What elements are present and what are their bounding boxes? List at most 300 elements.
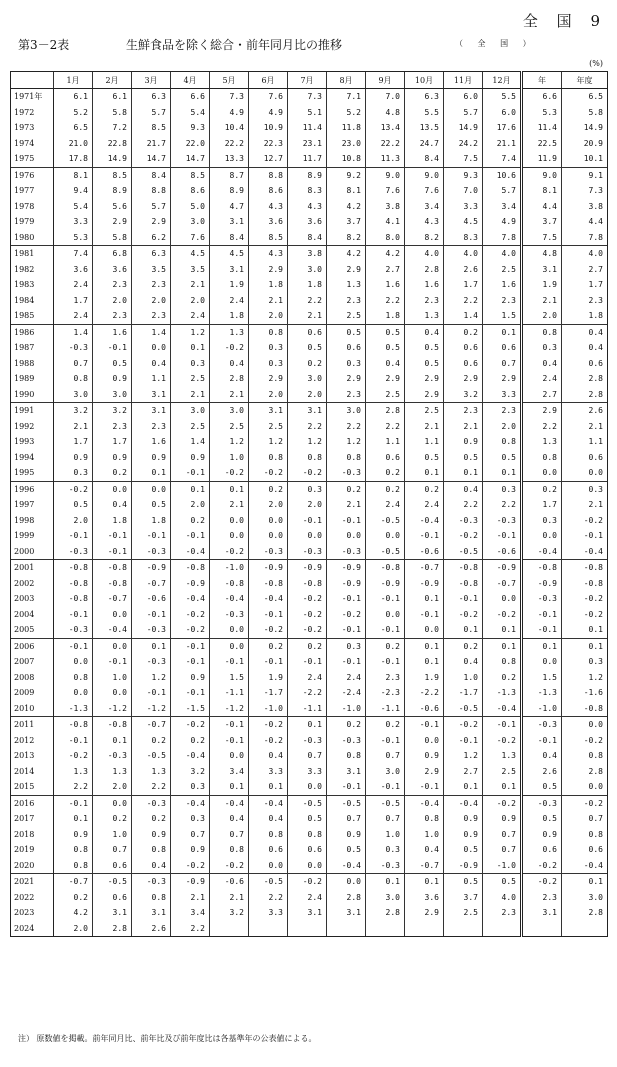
month-value-cell: 0.5 bbox=[93, 356, 132, 372]
month-value-cell: 1.6 bbox=[483, 277, 522, 293]
month-value-cell: 2.3 bbox=[483, 293, 522, 309]
month-value-cell: 2.5 bbox=[249, 419, 288, 435]
month-value-cell: 0.6 bbox=[288, 324, 327, 340]
month-value-cell: 7.8 bbox=[483, 230, 522, 246]
fiscal-year-value-cell: 0.0 bbox=[562, 717, 608, 733]
fiscal-year-value-cell: 4.4 bbox=[562, 214, 608, 230]
month-value-cell: 2.0 bbox=[288, 497, 327, 513]
month-value-cell: 3.3 bbox=[444, 199, 483, 215]
year-cell: 2011 bbox=[11, 717, 54, 733]
month-value-cell: -0.2 bbox=[210, 544, 249, 560]
footnote: 注） 原数値を掲載。前年同月比、前年比及び前年度比は各基準年の公表値による。 bbox=[18, 1034, 317, 1043]
month-value-cell: 13.3 bbox=[210, 151, 249, 167]
annual-value-cell: 2.9 bbox=[522, 403, 562, 419]
month-value-cell: -0.6 bbox=[210, 874, 249, 890]
month-value-cell: -1.0 bbox=[249, 701, 288, 717]
month-value-cell: 0.5 bbox=[444, 874, 483, 890]
month-value-cell: -0.1 bbox=[483, 528, 522, 544]
month-value-cell: -0.2 bbox=[288, 465, 327, 481]
month-value-cell: 3.3 bbox=[249, 905, 288, 921]
month-value-cell: 0.5 bbox=[405, 356, 444, 372]
month-value-cell: 4.0 bbox=[405, 246, 444, 262]
month-value-cell: 2.7 bbox=[444, 764, 483, 780]
year-cell: 1977 bbox=[11, 183, 54, 199]
year-cell: 2015 bbox=[11, 779, 54, 795]
month-value-cell: 5.7 bbox=[132, 105, 171, 121]
annual-value-cell: 3.7 bbox=[522, 214, 562, 230]
month-value-cell: 1.3 bbox=[405, 308, 444, 324]
year-cell: 2012 bbox=[11, 733, 54, 749]
month-value-cell: 7.4 bbox=[483, 151, 522, 167]
month-value-cell: 0.9 bbox=[171, 450, 210, 466]
month-value-cell: 6.0 bbox=[483, 105, 522, 121]
month-value-cell: -0.9 bbox=[171, 576, 210, 592]
fiscal-year-value-cell: -0.4 bbox=[562, 544, 608, 560]
month-value-cell: -0.2 bbox=[288, 874, 327, 890]
month-value-cell: 9.0 bbox=[366, 167, 405, 183]
month-value-cell: 0.5 bbox=[405, 340, 444, 356]
annual-value-cell: -0.1 bbox=[522, 622, 562, 638]
month-value-cell: 2.3 bbox=[93, 277, 132, 293]
fiscal-year-value-cell: -0.8 bbox=[562, 701, 608, 717]
month-value-cell: 8.9 bbox=[93, 183, 132, 199]
annual-value-cell: 11.9 bbox=[522, 151, 562, 167]
month-value-cell: 3.7 bbox=[444, 890, 483, 906]
month-value-cell: -0.1 bbox=[327, 513, 366, 529]
month-value-cell: -2.3 bbox=[366, 685, 405, 701]
month-value-cell: -0.5 bbox=[288, 795, 327, 811]
fiscal-year-value-cell: 2.3 bbox=[562, 293, 608, 309]
month-value-cell: -0.2 bbox=[444, 717, 483, 733]
month-value-cell: 0.4 bbox=[444, 481, 483, 497]
annual-value-cell: 8.1 bbox=[522, 183, 562, 199]
month-value-cell: 1.8 bbox=[132, 513, 171, 529]
month-value-cell: 2.3 bbox=[405, 293, 444, 309]
month-value-cell: 1.2 bbox=[327, 434, 366, 450]
month-value-cell: 7.6 bbox=[405, 183, 444, 199]
annual-value-cell: 2.7 bbox=[522, 387, 562, 403]
month-value-cell: 0.2 bbox=[366, 465, 405, 481]
annual-value-cell: 3.1 bbox=[522, 905, 562, 921]
month-value-cell: -0.8 bbox=[93, 576, 132, 592]
month-value-cell: 4.5 bbox=[444, 214, 483, 230]
month-value-cell: 0.3 bbox=[54, 465, 93, 481]
year-cell: 1978 bbox=[11, 199, 54, 215]
month-value-cell: -0.1 bbox=[366, 591, 405, 607]
fiscal-year-value-cell: 4.0 bbox=[562, 246, 608, 262]
month-value-cell: -1.5 bbox=[171, 701, 210, 717]
annual-value-cell: 0.8 bbox=[522, 450, 562, 466]
fiscal-year-value-cell: 2.6 bbox=[562, 403, 608, 419]
annual-value-cell: 2.6 bbox=[522, 764, 562, 780]
month-value-cell: -0.3 bbox=[132, 544, 171, 560]
month-value-cell: 0.2 bbox=[54, 890, 93, 906]
month-value-cell: -0.2 bbox=[171, 717, 210, 733]
month-value-cell: -0.8 bbox=[54, 576, 93, 592]
month-value-cell: 0.0 bbox=[93, 638, 132, 654]
month-value-cell: 2.1 bbox=[171, 890, 210, 906]
year-cell: 1975 bbox=[11, 151, 54, 167]
month-value-cell: 0.6 bbox=[327, 340, 366, 356]
month-value-cell: 0.8 bbox=[483, 654, 522, 670]
month-value-cell: 0.1 bbox=[405, 654, 444, 670]
month-value-cell: 1.2 bbox=[444, 748, 483, 764]
region-label: 全 国 9 bbox=[522, 12, 607, 30]
annual-value-cell: 0.0 bbox=[522, 465, 562, 481]
annual-value-cell: -0.9 bbox=[522, 576, 562, 592]
fiscal-year-value-cell: 0.8 bbox=[562, 748, 608, 764]
month-value-cell: 2.8 bbox=[405, 262, 444, 278]
fiscal-year-value-cell: -0.4 bbox=[562, 858, 608, 874]
inflation-table bbox=[10, 71, 608, 937]
month-value-cell: 1.3 bbox=[483, 748, 522, 764]
year-cell: 2024 bbox=[11, 921, 54, 937]
month-value-cell: -0.3 bbox=[54, 340, 93, 356]
month-value-cell: 8.5 bbox=[132, 120, 171, 136]
month-value-cell: 17.6 bbox=[483, 120, 522, 136]
fiscal-year-value-cell: 0.6 bbox=[562, 356, 608, 372]
year-cell: 2019 bbox=[11, 842, 54, 858]
table-number: 第3－2表 bbox=[18, 38, 70, 52]
month-value-cell: 3.1 bbox=[93, 905, 132, 921]
month-value-cell: 22.2 bbox=[366, 136, 405, 152]
month-value-cell: 6.1 bbox=[93, 89, 132, 105]
month-value-cell: -0.1 bbox=[171, 528, 210, 544]
year-cell: 2014 bbox=[11, 764, 54, 780]
month-value-cell: 8.8 bbox=[249, 167, 288, 183]
month-value-cell: 5.6 bbox=[93, 199, 132, 215]
month-value-cell: 21.7 bbox=[132, 136, 171, 152]
month-value-cell: 0.4 bbox=[132, 858, 171, 874]
year-cell: 1979 bbox=[11, 214, 54, 230]
table-row bbox=[11, 465, 608, 481]
month-value-cell: 3.3 bbox=[249, 764, 288, 780]
month-value-cell: 7.0 bbox=[366, 89, 405, 105]
month-value-cell: -0.1 bbox=[54, 607, 93, 623]
table-row bbox=[11, 214, 608, 230]
month-value-cell: 9.2 bbox=[327, 167, 366, 183]
month-value-cell: -0.2 bbox=[444, 528, 483, 544]
month-value-cell: 1.7 bbox=[93, 434, 132, 450]
month-value-cell: 0.2 bbox=[366, 717, 405, 733]
month-value-cell: 2.1 bbox=[210, 890, 249, 906]
month-value-cell: 0.5 bbox=[327, 842, 366, 858]
month-value-cell: 8.4 bbox=[132, 167, 171, 183]
month-value-cell: 0.8 bbox=[288, 450, 327, 466]
month-value-cell: 4.7 bbox=[210, 199, 249, 215]
month-value-cell: 0.4 bbox=[366, 356, 405, 372]
month-value-cell: 2.0 bbox=[93, 779, 132, 795]
annual-value-cell: 4.4 bbox=[522, 199, 562, 215]
month-value-cell: 3.6 bbox=[54, 262, 93, 278]
month-value-cell: -2.4 bbox=[327, 685, 366, 701]
month-value-cell: 2.3 bbox=[444, 403, 483, 419]
month-value-cell: 2.5 bbox=[483, 262, 522, 278]
month-value-cell: -0.1 bbox=[288, 654, 327, 670]
table-row bbox=[11, 858, 608, 874]
month-value-cell: 5.3 bbox=[54, 230, 93, 246]
month-value-cell: 0.7 bbox=[366, 748, 405, 764]
month-value-cell: 1.1 bbox=[405, 434, 444, 450]
month-value-cell: 8.5 bbox=[171, 167, 210, 183]
month-value-cell: 11.7 bbox=[288, 151, 327, 167]
month-value-cell: -0.7 bbox=[132, 717, 171, 733]
month-value-cell: 5.4 bbox=[171, 105, 210, 121]
header-month-01: 1月 bbox=[54, 72, 93, 89]
month-value-cell: 2.8 bbox=[327, 890, 366, 906]
month-value-cell: 0.1 bbox=[93, 733, 132, 749]
table-row bbox=[11, 419, 608, 435]
month-value-cell: 8.6 bbox=[249, 183, 288, 199]
table-row bbox=[11, 230, 608, 246]
month-value-cell: -2.2 bbox=[405, 685, 444, 701]
month-value-cell: -0.1 bbox=[444, 591, 483, 607]
month-value-cell: 1.6 bbox=[405, 277, 444, 293]
month-value-cell: 0.2 bbox=[444, 324, 483, 340]
month-value-cell: -0.6 bbox=[405, 544, 444, 560]
month-value-cell: -0.4 bbox=[249, 591, 288, 607]
year-cell: 1981 bbox=[11, 246, 54, 262]
month-value-cell: 6.5 bbox=[54, 120, 93, 136]
month-value-cell: 2.9 bbox=[249, 262, 288, 278]
table-row bbox=[11, 434, 608, 450]
month-value-cell: 0.1 bbox=[405, 874, 444, 890]
annual-value-cell: 2.3 bbox=[522, 890, 562, 906]
month-value-cell: 1.3 bbox=[93, 764, 132, 780]
year-cell: 2018 bbox=[11, 827, 54, 843]
month-value-cell: 7.6 bbox=[366, 183, 405, 199]
month-value-cell: 9.0 bbox=[405, 167, 444, 183]
month-value-cell: 0.9 bbox=[54, 827, 93, 843]
header-month-03: 3月 bbox=[132, 72, 171, 89]
month-value-cell: -0.1 bbox=[405, 779, 444, 795]
month-value-cell: 7.5 bbox=[444, 151, 483, 167]
month-value-cell: 5.1 bbox=[288, 105, 327, 121]
month-value-cell: 8.5 bbox=[249, 230, 288, 246]
month-value-cell: 7.2 bbox=[93, 120, 132, 136]
month-value-cell: -0.3 bbox=[327, 544, 366, 560]
month-value-cell: 14.9 bbox=[93, 151, 132, 167]
month-value-cell: 0.1 bbox=[132, 638, 171, 654]
month-value-cell: 3.7 bbox=[327, 214, 366, 230]
month-value-cell: -0.8 bbox=[288, 576, 327, 592]
month-value-cell: -0.8 bbox=[93, 560, 132, 576]
month-value-cell: 2.0 bbox=[171, 497, 210, 513]
fiscal-year-value-cell: 0.6 bbox=[562, 450, 608, 466]
month-value-cell: 1.9 bbox=[249, 670, 288, 686]
month-value-cell: -0.9 bbox=[288, 560, 327, 576]
month-value-cell: 0.1 bbox=[405, 465, 444, 481]
month-value-cell: 1.3 bbox=[132, 764, 171, 780]
table-row bbox=[11, 576, 608, 592]
table-row bbox=[11, 921, 608, 937]
fiscal-year-value-cell: 3.0 bbox=[562, 890, 608, 906]
month-value-cell: 8.0 bbox=[366, 230, 405, 246]
month-value-cell: 8.6 bbox=[171, 183, 210, 199]
month-value-cell: -0.1 bbox=[171, 654, 210, 670]
scope-label: （ 全 国 ） bbox=[455, 39, 537, 48]
month-value-cell: 5.4 bbox=[54, 199, 93, 215]
month-value-cell: 3.0 bbox=[171, 214, 210, 230]
month-value-cell: 0.4 bbox=[93, 497, 132, 513]
month-value-cell: -0.8 bbox=[249, 576, 288, 592]
table-row bbox=[11, 167, 608, 183]
month-value-cell: 4.0 bbox=[483, 890, 522, 906]
header-month-05: 5月 bbox=[210, 72, 249, 89]
month-value-cell: 0.1 bbox=[210, 481, 249, 497]
month-value-cell bbox=[405, 921, 444, 937]
month-value-cell: -0.3 bbox=[327, 465, 366, 481]
month-value-cell: 2.3 bbox=[366, 670, 405, 686]
table-row bbox=[11, 89, 608, 105]
annual-value-cell: -0.3 bbox=[522, 717, 562, 733]
month-value-cell: 7.0 bbox=[444, 183, 483, 199]
month-value-cell: 1.5 bbox=[210, 670, 249, 686]
month-value-cell: 0.0 bbox=[405, 733, 444, 749]
month-value-cell: 0.8 bbox=[210, 842, 249, 858]
month-value-cell: 8.2 bbox=[405, 230, 444, 246]
month-value-cell: 0.1 bbox=[405, 638, 444, 654]
month-value-cell: 6.3 bbox=[132, 89, 171, 105]
month-value-cell: -0.3 bbox=[132, 622, 171, 638]
month-value-cell: 3.6 bbox=[405, 890, 444, 906]
annual-value-cell: -0.4 bbox=[522, 544, 562, 560]
month-value-cell: 5.2 bbox=[54, 105, 93, 121]
month-value-cell: -0.1 bbox=[327, 591, 366, 607]
month-value-cell: 2.4 bbox=[171, 308, 210, 324]
fiscal-year-value-cell: 20.9 bbox=[562, 136, 608, 152]
month-value-cell: -0.2 bbox=[210, 340, 249, 356]
month-value-cell: -0.2 bbox=[249, 717, 288, 733]
month-value-cell: 13.5 bbox=[405, 120, 444, 136]
month-value-cell: 2.5 bbox=[366, 387, 405, 403]
month-value-cell: -0.9 bbox=[249, 560, 288, 576]
month-value-cell: -0.4 bbox=[171, 795, 210, 811]
month-value-cell: -1.0 bbox=[327, 701, 366, 717]
table-row bbox=[11, 513, 608, 529]
month-value-cell: -0.3 bbox=[54, 544, 93, 560]
month-value-cell: -0.2 bbox=[171, 858, 210, 874]
month-value-cell: 0.7 bbox=[210, 827, 249, 843]
month-value-cell: 6.0 bbox=[444, 89, 483, 105]
month-value-cell: 8.9 bbox=[210, 183, 249, 199]
month-value-cell: 4.0 bbox=[444, 246, 483, 262]
annual-value-cell: 0.3 bbox=[522, 513, 562, 529]
month-value-cell: 0.0 bbox=[405, 622, 444, 638]
month-value-cell: 2.3 bbox=[327, 387, 366, 403]
month-value-cell: -0.1 bbox=[210, 733, 249, 749]
month-value-cell: 0.0 bbox=[288, 528, 327, 544]
month-value-cell: -0.1 bbox=[54, 733, 93, 749]
month-value-cell: 8.8 bbox=[132, 183, 171, 199]
annual-value-cell: 4.8 bbox=[522, 246, 562, 262]
month-value-cell: -0.2 bbox=[483, 607, 522, 623]
month-value-cell: 23.0 bbox=[327, 136, 366, 152]
month-value-cell: 23.1 bbox=[288, 136, 327, 152]
month-value-cell: 2.2 bbox=[288, 419, 327, 435]
month-value-cell: 3.4 bbox=[483, 199, 522, 215]
month-value-cell: -0.3 bbox=[210, 607, 249, 623]
month-value-cell: 1.0 bbox=[210, 450, 249, 466]
month-value-cell: 3.1 bbox=[210, 262, 249, 278]
month-value-cell: 0.9 bbox=[93, 450, 132, 466]
month-value-cell: 3.5 bbox=[171, 262, 210, 278]
month-value-cell bbox=[327, 921, 366, 937]
month-value-cell: 4.9 bbox=[249, 105, 288, 121]
fiscal-year-value-cell: 0.6 bbox=[562, 842, 608, 858]
month-value-cell: 24.7 bbox=[405, 136, 444, 152]
month-value-cell: 6.1 bbox=[54, 89, 93, 105]
month-value-cell: -0.2 bbox=[249, 622, 288, 638]
month-value-cell: 0.7 bbox=[366, 811, 405, 827]
fiscal-year-value-cell: 7.8 bbox=[562, 230, 608, 246]
month-value-cell: -0.8 bbox=[444, 576, 483, 592]
month-value-cell: 2.5 bbox=[444, 905, 483, 921]
fiscal-year-value-cell: -0.2 bbox=[562, 513, 608, 529]
month-value-cell: 3.3 bbox=[483, 387, 522, 403]
month-value-cell: 3.0 bbox=[93, 387, 132, 403]
header-row bbox=[11, 72, 608, 89]
month-value-cell: -0.1 bbox=[93, 654, 132, 670]
month-value-cell: 1.2 bbox=[288, 434, 327, 450]
month-value-cell: 3.5 bbox=[132, 262, 171, 278]
month-value-cell: 2.5 bbox=[483, 764, 522, 780]
month-value-cell: 7.3 bbox=[210, 89, 249, 105]
table-row bbox=[11, 497, 608, 513]
month-value-cell: -0.1 bbox=[132, 685, 171, 701]
month-value-cell: 2.4 bbox=[405, 497, 444, 513]
table-row bbox=[11, 795, 608, 811]
month-value-cell: 2.0 bbox=[288, 387, 327, 403]
month-value-cell: 2.1 bbox=[171, 387, 210, 403]
month-value-cell: 0.8 bbox=[288, 827, 327, 843]
month-value-cell: 0.6 bbox=[444, 340, 483, 356]
month-value-cell: 1.1 bbox=[132, 371, 171, 387]
month-value-cell: 2.0 bbox=[483, 419, 522, 435]
annual-value-cell: 1.5 bbox=[522, 670, 562, 686]
month-value-cell: 0.0 bbox=[210, 638, 249, 654]
month-value-cell: 0.2 bbox=[249, 638, 288, 654]
table-row bbox=[11, 607, 608, 623]
month-value-cell: -0.1 bbox=[132, 528, 171, 544]
month-value-cell: 0.4 bbox=[210, 356, 249, 372]
month-value-cell: 2.5 bbox=[210, 419, 249, 435]
year-cell: 1982 bbox=[11, 262, 54, 278]
month-value-cell: 0.0 bbox=[288, 779, 327, 795]
month-value-cell: 1.6 bbox=[366, 277, 405, 293]
month-value-cell: -0.6 bbox=[405, 701, 444, 717]
month-value-cell: 24.2 bbox=[444, 136, 483, 152]
month-value-cell: 2.3 bbox=[483, 905, 522, 921]
month-value-cell: 0.0 bbox=[54, 654, 93, 670]
month-value-cell: 6.6 bbox=[171, 89, 210, 105]
month-value-cell: -0.4 bbox=[93, 622, 132, 638]
annual-value-cell: 0.4 bbox=[522, 356, 562, 372]
month-value-cell: 0.6 bbox=[288, 842, 327, 858]
month-value-cell: 3.8 bbox=[366, 199, 405, 215]
month-value-cell: 8.9 bbox=[288, 167, 327, 183]
month-value-cell: -0.5 bbox=[366, 795, 405, 811]
month-value-cell: 0.3 bbox=[249, 340, 288, 356]
month-value-cell: 4.0 bbox=[483, 246, 522, 262]
year-cell: 2020 bbox=[11, 858, 54, 874]
month-value-cell: 2.0 bbox=[249, 497, 288, 513]
month-value-cell: 0.0 bbox=[327, 528, 366, 544]
month-value-cell: 2.1 bbox=[288, 308, 327, 324]
month-value-cell: -0.4 bbox=[327, 858, 366, 874]
month-value-cell: 3.4 bbox=[405, 199, 444, 215]
month-value-cell: 3.0 bbox=[288, 371, 327, 387]
